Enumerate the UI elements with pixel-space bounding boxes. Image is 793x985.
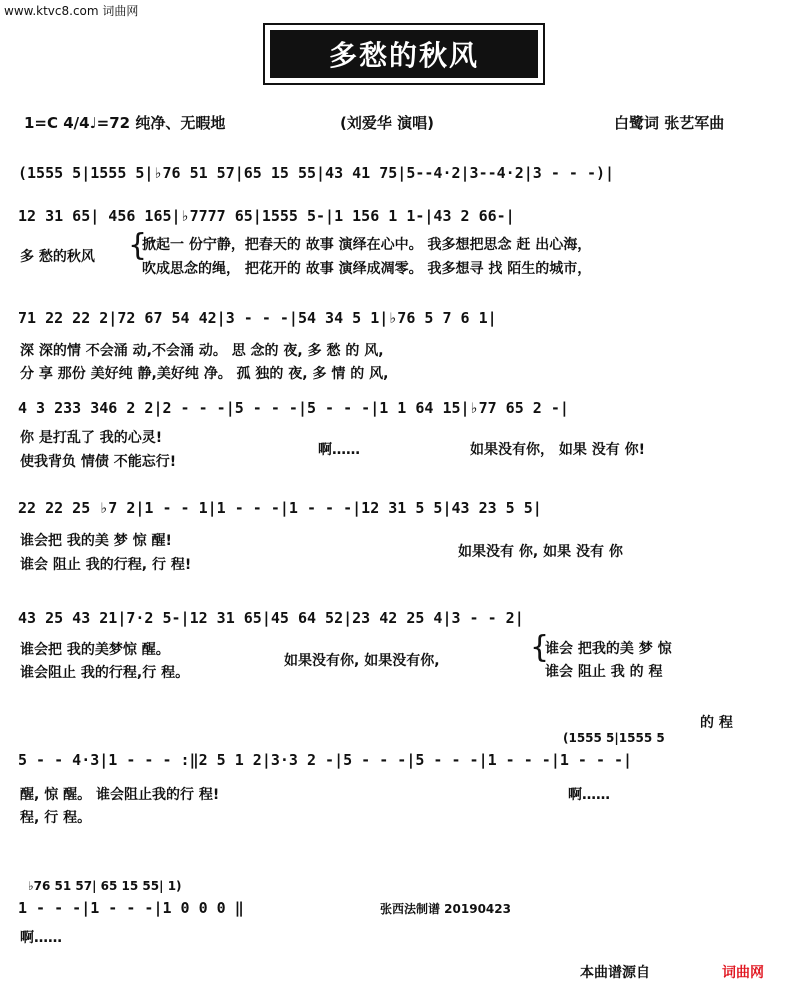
footer-source: 本曲谱源自 bbox=[580, 965, 650, 981]
system-7-notes: 1 - - -|1 - - -|1 0 0 0 ‖ bbox=[18, 899, 244, 917]
writer-credits: 白鹭词 张艺军曲 bbox=[614, 114, 725, 132]
singer-credit: (刘爱华 演唱) bbox=[340, 114, 434, 132]
system-5-lyric-1: 谁会阻止 我的行程,行 程。 bbox=[20, 665, 190, 681]
system-2-lyric-0: 深 深的情 不会涌 动,不会涌 动。 思 念的 夜, 多 愁 的 风, bbox=[20, 343, 384, 359]
system-1-lyric-1: 掀起一 份宁静，把春天的 故事 演绎在心中。 我多想把思念 赶 出心海， bbox=[142, 237, 592, 253]
title-box bbox=[263, 23, 545, 85]
site-url: www.ktvc8.com 词曲网 bbox=[4, 4, 139, 18]
system-7-top-notes: ♭76 51 57| 65 15 55| 1) bbox=[28, 879, 182, 893]
system-5-lyric-4: 谁会 阻止 我 的 程 bbox=[545, 664, 663, 680]
system-4-notes: 22 22 25 ♭7 2|1 - - 1|1 - - -|1 - - -|12 31 5 5|43 23 5 5| bbox=[18, 499, 542, 517]
key-tempo: 1=C 4/4♩=72 纯净、无暇地 bbox=[24, 114, 226, 132]
system-7-lyric-0: 啊…… bbox=[20, 930, 62, 946]
system-2-notes: 71 22 22 2|72 67 54 42|3 - - -|54 34 5 1|♭76 5 7 6 1| bbox=[18, 309, 497, 327]
footer-brand: 词曲网 bbox=[722, 965, 764, 981]
system-1-lyric-0: 多 愁的秋风 bbox=[20, 249, 95, 265]
system-5-lyric-2: 如果没有你, 如果没有你, bbox=[284, 653, 440, 669]
system-6-top-notes: (1555 5|1555 5 bbox=[563, 731, 665, 745]
system-6-notes: 5 - - 4·3|1 - - - :‖2 5 1 2|3·3 2 -|5 - - -|5 - - -|1 - - -|1 - - -| bbox=[18, 751, 633, 769]
system-5-lyric-0: 谁会把 我的美梦惊 醒。 bbox=[20, 642, 170, 658]
system-6-top-lyric: 的 程 bbox=[700, 715, 733, 731]
system-6-lyric-1: 程, 行 程。 bbox=[20, 810, 92, 826]
system-4-lyric-0: 谁会把 我的美 梦 惊 醒! bbox=[20, 533, 172, 549]
system-5-lyric-3: 谁会 把我的美 梦 惊 bbox=[545, 641, 672, 657]
brace: { bbox=[530, 630, 550, 665]
system-5-notes: 43 25 43 21|7·2 5-|12 31 65|45 64 52|23 42 25 4|3 - - 2| bbox=[18, 609, 524, 627]
system-1-notes: 12 31 65| 456 165|♭7777 65|1555 5-|1 156 1 1-|43 2 66-| bbox=[18, 207, 515, 225]
system-6-lyric-2: 啊…… bbox=[568, 787, 610, 803]
system-2-lyric-1: 分 享 那份 美好纯 静,美好纯 净。 孤 独的 夜, 多 情 的 风, bbox=[20, 366, 389, 382]
system-4-lyric-1: 谁会 阻止 我的行程, 行 程! bbox=[20, 557, 192, 573]
brace: { bbox=[128, 228, 148, 263]
engraver-signature: 张西法制谱 20190423 bbox=[380, 902, 511, 916]
system-3-lyric-1: 使我背负 情债 不能忘行! bbox=[20, 454, 177, 470]
system-4-lyric-2: 如果没有 你, 如果 没有 你 bbox=[458, 544, 623, 560]
system-3-notes: 4 3 233 346 2 2|2 - - -|5 - - -|5 - - -|1 1 64 15|♭77 65 2 -| bbox=[18, 399, 569, 417]
system-3-lyric-0: 你 是打乱了 我的心灵! bbox=[20, 430, 163, 446]
system-0-notes: (1555 5|1555 5|♭76 51 57|65 15 55|43 41 75|5--4·2|3--4·2|3 - - -)| bbox=[18, 164, 615, 182]
system-3-lyric-3: 如果没有你， 如果 没有 你! bbox=[470, 442, 646, 458]
song-title: 多愁的秋风 bbox=[270, 30, 538, 78]
system-6-lyric-0: 醒, 惊 醒。 谁会阻止我的行 程! bbox=[20, 787, 220, 803]
system-3-lyric-2: 啊…… bbox=[318, 442, 360, 458]
system-1-lyric-2: 吹成思念的绳， 把花开的 故事 演绎成凋零。 我多想寻 找 陌生的城市， bbox=[142, 261, 592, 277]
